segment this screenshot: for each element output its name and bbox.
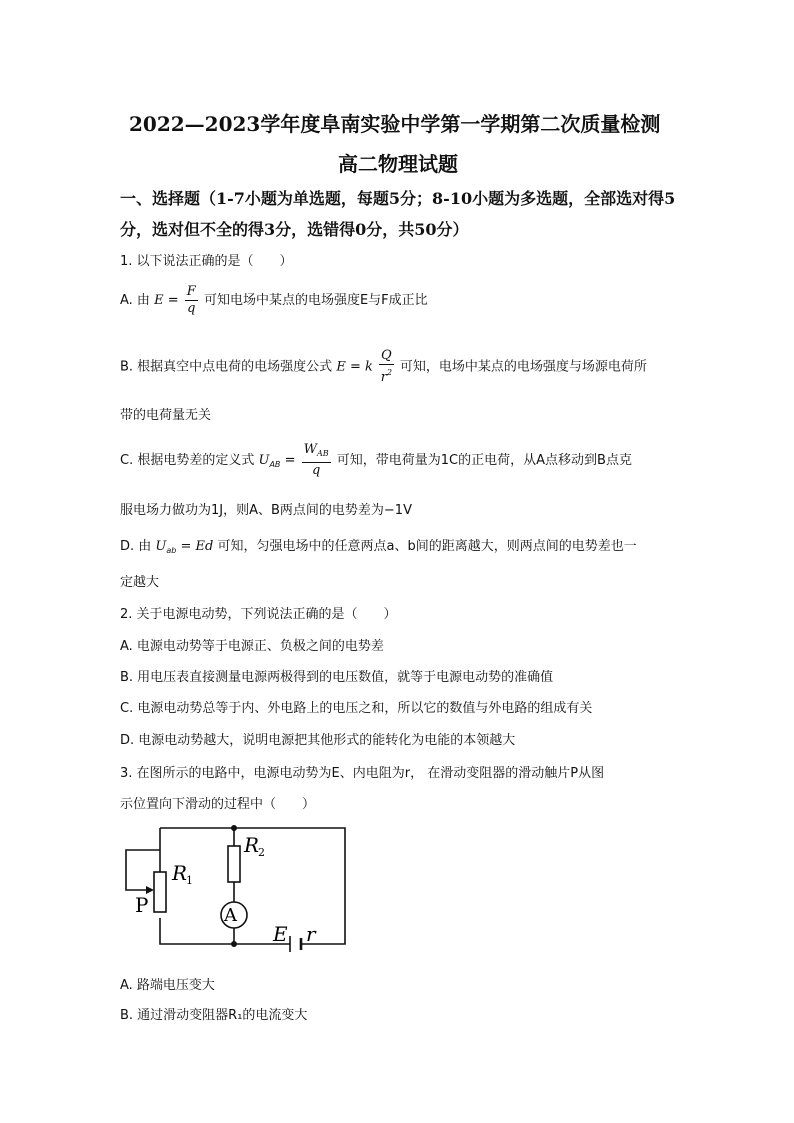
slider-wire	[126, 850, 160, 890]
question-1-option-d: D. 由 $U_{ab} = Ed$ 可知，匀强电场中的任意两点a、b间的距离越大，则两点间的电势差也一	[120, 539, 637, 555]
slider-label: P	[135, 893, 149, 917]
option-b-text: 可知，电场中某点的电场强度与场源电荷所	[399, 359, 647, 375]
formula-eq: =	[167, 293, 179, 308]
option-c-text: 可知，带电荷量为1C的正电荷，从A点移动到B点克	[336, 453, 632, 468]
circuit-diagram	[118, 820, 358, 958]
page-title: 2022—2023学年度阜南实验中学第一学期第二次质量检测	[129, 112, 661, 136]
r1-label: R	[172, 861, 188, 885]
option-d-prefix: D. 由	[120, 539, 152, 554]
section-heading-line2: 分，选对但不全的得3分，选错得0分，共50分）	[120, 220, 469, 239]
question-2-option-b: B. 用电压表直接测量电源两极得到的电压数值，就等于电源电动势的准确值	[120, 670, 554, 685]
ammeter-label: A	[224, 905, 237, 926]
question-1-option-b: B. 根据真空中点电荷的电场强度公式 E = k $\frac{Q}{r^2}$ 可知，电场中某点的电场强度与场源电荷所	[120, 348, 647, 385]
emf-label: E	[273, 922, 288, 946]
formula-e: E	[154, 293, 164, 308]
internal-r-label: r	[306, 922, 316, 946]
question-2-option-d: D. 电源电动势越大，说明电源把其他形式的能转化为电能的本领越大	[120, 733, 516, 748]
junction-top	[231, 825, 237, 831]
section-heading-line1: 一、选择题（1-7小题为单选题，每题5分；8-10小题为多选题，全部选对得5	[120, 189, 676, 208]
resistor-r1	[154, 872, 166, 912]
question-1-option-a	[120, 284, 428, 317]
junction-bottom	[231, 941, 237, 947]
r2-label: R	[244, 833, 260, 857]
resistor-r2	[228, 846, 240, 882]
question-1-option-d-line2: 定越大	[120, 575, 160, 590]
question-3-option-b: B. 通过滑动变阻器R₁的电流变大	[120, 1008, 308, 1023]
question-2-option-a: A. 电源电动势等于电源正、负极之间的电势差	[120, 639, 384, 654]
r1-subscript: 1	[186, 874, 193, 887]
question-1-option-c: C. 根据电势差的定义式 $U_{AB}$ = $\frac{W_{AB}}{q}$ 可知，带电荷量为1C的正电荷，从A点移动到B点克	[120, 442, 632, 478]
option-b-prefix: B. 根据真空中点电荷的电场强度公式	[120, 359, 333, 375]
question-3-option-a: A. 路端电压变大	[120, 978, 215, 993]
question-1-stem: 1. 以下说法正确的是（ ）	[120, 254, 293, 269]
fraction-w-over-q: $\frac{W_{AB}}{q}$	[303, 442, 329, 478]
option-c-prefix: C. 根据电势差的定义式	[120, 453, 255, 468]
fraction-q-over-r2: $\frac{Q}{r^2}$	[380, 348, 393, 385]
option-a-text: 可知电场中某点的电场强度E与F成正比	[203, 293, 428, 308]
fraction-f-over-q: $\frac{F}{q}$	[186, 284, 196, 316]
question-2-option-c: C. 电源电动势总等于内、外电路上的电压之和，所以它的数值与外电路的组成有关	[120, 701, 593, 716]
question-1-option-c-line2: 服电场力做功为1J，则A、B两点间的电势差为−1V	[120, 503, 412, 518]
page-subtitle: 高二物理试题	[338, 152, 458, 176]
option-d-text: 可知，匀强电场中的任意两点a、b间的距离越大，则两点间的电势差也一	[217, 539, 637, 554]
question-3-stem-line1: 3. 在图所示的电路中，电源电动势为E、内电阻为r， 在滑动变阻器的滑动触片P从图	[120, 766, 605, 781]
question-3-stem-line2: 示位置向下滑动的过程中（ ）	[120, 797, 316, 812]
option-a-prefix: A. 由	[120, 293, 150, 308]
question-2-stem: 2. 关于电源电动势，下列说法正确的是（ ）	[120, 607, 397, 622]
question-1-option-b-line2: 带的电荷量无关	[120, 408, 212, 423]
r2-subscript: 2	[258, 846, 265, 859]
